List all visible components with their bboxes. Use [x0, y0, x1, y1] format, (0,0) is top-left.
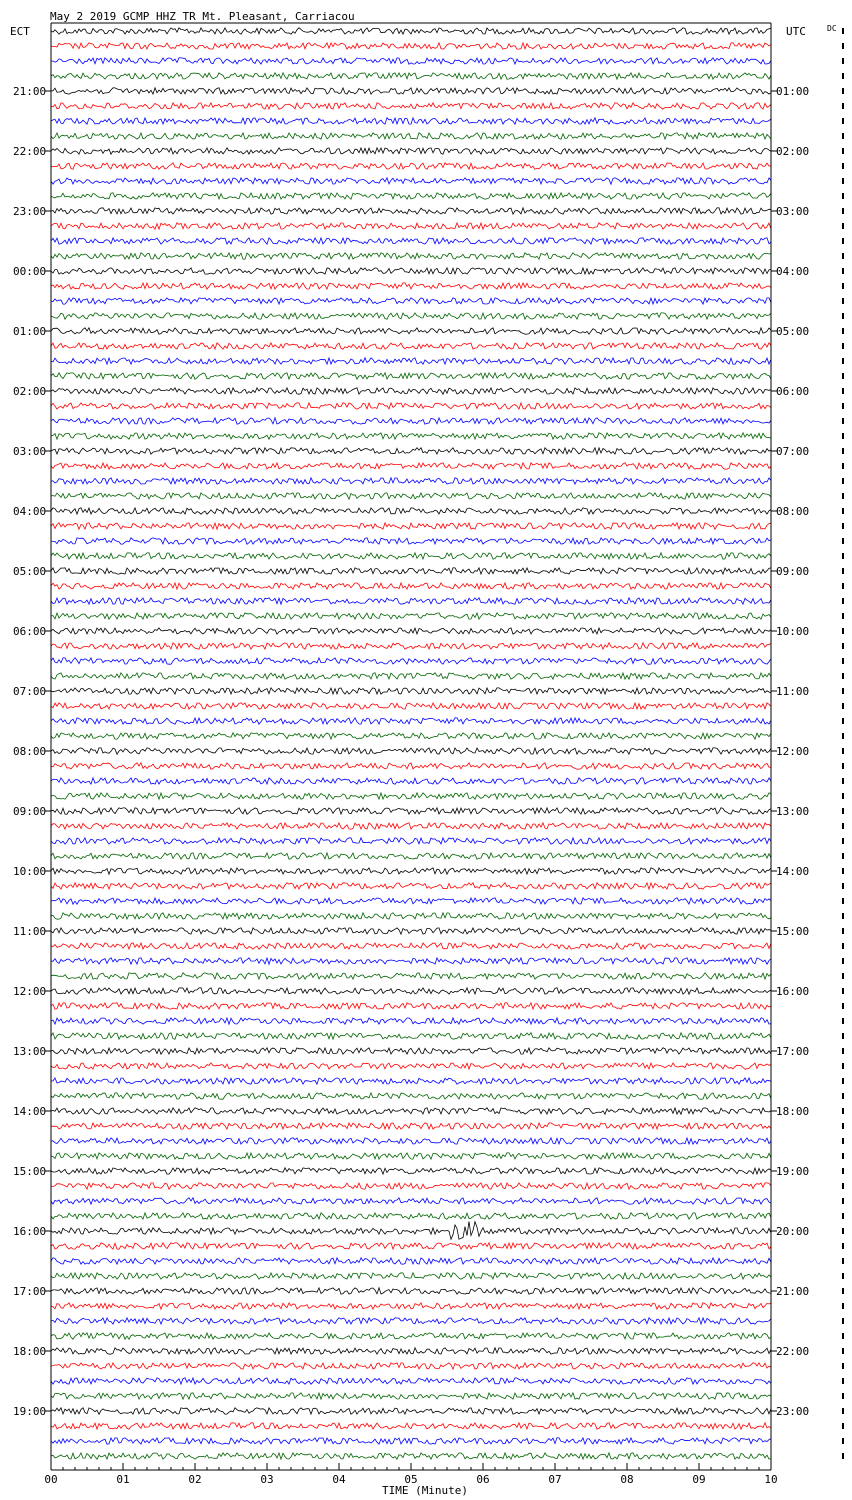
ect-hour-label: 18:00 [13, 1345, 47, 1358]
dc-marker [842, 208, 844, 214]
ect-hour-label: 14:00 [13, 1105, 47, 1118]
dc-marker [842, 1213, 844, 1219]
x-tick-label: 08 [620, 1473, 634, 1486]
dc-marker [842, 1408, 844, 1414]
ect-hour-label: 00:00 [13, 265, 47, 278]
dc-marker [842, 118, 844, 124]
ect-hour-label: 11:00 [13, 925, 47, 938]
dc-marker [842, 718, 844, 724]
ect-hour-label: 08:00 [13, 745, 47, 758]
ect-hour-label: 23:00 [13, 205, 47, 218]
utc-hour-label: 10:00 [776, 625, 810, 638]
x-axis-label: TIME (Minute) [381, 1484, 469, 1497]
trace-line [51, 883, 771, 889]
dc-marker [842, 178, 844, 184]
trace-line [51, 598, 771, 604]
utc-hour-label: 14:00 [776, 865, 810, 878]
dc-marker [842, 298, 844, 304]
trace-line [51, 523, 771, 529]
trace-line [51, 1198, 771, 1204]
utc-hour-label: 21:00 [776, 1285, 810, 1298]
trace-line [51, 973, 771, 979]
trace-line [51, 283, 771, 289]
x-tick-label: 09 [692, 1473, 706, 1486]
dc-marker [842, 1378, 844, 1384]
utc-hour-label: 18:00 [776, 1105, 810, 1118]
dc-marker [842, 403, 844, 409]
trace-line [51, 1183, 771, 1189]
ect-hour-label: 03:00 [13, 445, 47, 458]
trace-line [51, 853, 771, 859]
trace-line [51, 1303, 771, 1309]
dc-marker [842, 673, 844, 679]
dc-marker [842, 898, 844, 904]
trace-line [51, 628, 771, 634]
dc-marker [842, 973, 844, 979]
trace-line [51, 988, 771, 994]
trace-line [51, 928, 771, 934]
trace-line [51, 643, 771, 649]
dc-marker [842, 1003, 844, 1009]
trace-line [51, 223, 771, 229]
trace-line [51, 718, 771, 724]
utc-hour-label: 03:00 [776, 205, 810, 218]
trace-line [51, 1168, 771, 1174]
ect-hour-label: 07:00 [13, 685, 47, 698]
trace-line [51, 838, 771, 844]
trace-line [51, 433, 771, 439]
utc-hour-label: 11:00 [776, 685, 810, 698]
dc-label: DC [827, 24, 837, 33]
trace-line [51, 1333, 771, 1339]
dc-marker [842, 1093, 844, 1099]
dc-marker [842, 148, 844, 154]
dc-marker [842, 1198, 844, 1204]
trace-line [51, 943, 771, 949]
trace-line [51, 1093, 771, 1099]
dc-marker [842, 58, 844, 64]
x-tick-label: 03 [260, 1473, 274, 1486]
trace-line [51, 178, 771, 184]
dc-marker [842, 508, 844, 514]
trace-line [51, 58, 771, 64]
trace-line [51, 1273, 771, 1279]
trace-line [51, 163, 771, 169]
trace-line [51, 268, 771, 274]
dc-marker [842, 283, 844, 289]
trace-line [51, 1108, 771, 1114]
dc-marker [842, 373, 844, 379]
utc-hour-label: 16:00 [776, 985, 810, 998]
dc-marker [842, 583, 844, 589]
dc-marker [842, 1453, 844, 1459]
ect-hour-label: 01:00 [13, 325, 47, 338]
trace-line [51, 1123, 771, 1129]
x-tick-label: 06 [476, 1473, 490, 1486]
chart-title: May 2 2019 GCMP HHZ TR Mt. Pleasant, Carriacou [50, 10, 355, 23]
dc-marker [842, 538, 844, 544]
dc-marker [842, 1303, 844, 1309]
x-tick-label: 00 [44, 1473, 58, 1486]
dc-marker [842, 553, 844, 559]
dc-marker [842, 388, 844, 394]
dc-marker [842, 1318, 844, 1324]
trace-line [51, 913, 771, 919]
dc-marker [842, 328, 844, 334]
dc-marker [842, 1153, 844, 1159]
trace-line [51, 1063, 771, 1069]
dc-marker [842, 478, 844, 484]
trace-line [51, 868, 771, 874]
trace-line [51, 1048, 771, 1054]
ect-hour-label: 16:00 [13, 1225, 47, 1238]
trace-line [51, 1438, 771, 1444]
trace-line [51, 688, 771, 694]
dc-marker [842, 433, 844, 439]
dc-marker [842, 1288, 844, 1294]
ect-hour-label: 09:00 [13, 805, 47, 818]
trace-line [51, 1408, 771, 1414]
dc-marker [842, 193, 844, 199]
ect-hour-label: 05:00 [13, 565, 47, 578]
trace-line [51, 1221, 771, 1239]
trace-line [51, 1318, 771, 1324]
utc-hour-label: 12:00 [776, 745, 810, 758]
utc-hour-label: 01:00 [776, 85, 810, 98]
dc-marker [842, 688, 844, 694]
ect-hour-label: 13:00 [13, 1045, 47, 1058]
dc-marker [842, 1258, 844, 1264]
dc-marker [842, 28, 844, 34]
trace-line [51, 373, 771, 379]
ect-hour-label: 15:00 [13, 1165, 47, 1178]
trace-line [51, 1018, 771, 1024]
dc-marker [842, 643, 844, 649]
trace-line [51, 448, 771, 454]
dc-marker [842, 1348, 844, 1354]
trace-line [51, 958, 771, 964]
dc-marker [842, 763, 844, 769]
utc-hour-label: 09:00 [776, 565, 810, 578]
trace-line [51, 568, 771, 574]
trace-line [51, 1423, 771, 1429]
trace-line [51, 43, 771, 49]
dc-marker [842, 958, 844, 964]
utc-hour-label: 19:00 [776, 1165, 810, 1178]
trace-line [51, 88, 771, 94]
trace-line [51, 463, 771, 469]
trace-line [51, 733, 771, 739]
trace-line [51, 778, 771, 784]
trace-line [51, 193, 771, 199]
utc-hour-label: 13:00 [776, 805, 810, 818]
dc-marker [842, 523, 844, 529]
utc-hour-label: 23:00 [776, 1405, 810, 1418]
dc-marker [842, 73, 844, 79]
dc-marker [842, 733, 844, 739]
trace-line [51, 1138, 771, 1144]
dc-marker [842, 1018, 844, 1024]
trace-line [51, 1213, 771, 1219]
dc-marker [842, 448, 844, 454]
trace-line [51, 103, 771, 109]
dc-marker [842, 943, 844, 949]
dc-marker [842, 1063, 844, 1069]
trace-line [51, 118, 771, 124]
utc-hour-label: 06:00 [776, 385, 810, 398]
ect-hour-labels [13, 85, 51, 1418]
dc-marker [842, 163, 844, 169]
trace-line [51, 313, 771, 319]
dc-marker [842, 313, 844, 319]
trace-line [51, 343, 771, 349]
trace-line [51, 508, 771, 514]
utc-hour-label: 02:00 [776, 145, 810, 158]
dc-marker [842, 793, 844, 799]
dc-marker [842, 1438, 844, 1444]
right-axis-label: UTC [786, 25, 806, 38]
ect-hour-label: 10:00 [13, 865, 47, 878]
dc-marker [842, 1168, 844, 1174]
trace-line [51, 613, 771, 619]
dc-marker [842, 1273, 844, 1279]
dc-marker [842, 838, 844, 844]
trace-line [51, 1363, 771, 1369]
trace-line [51, 403, 771, 409]
trace-line [51, 388, 771, 394]
ect-hour-label: 19:00 [13, 1405, 47, 1418]
trace-line [51, 823, 771, 829]
utc-hour-label: 15:00 [776, 925, 810, 938]
ect-hour-label: 04:00 [13, 505, 47, 518]
dc-marker [842, 343, 844, 349]
dc-marker [842, 613, 844, 619]
trace-line [51, 148, 771, 154]
trace-line [51, 1003, 771, 1009]
trace-line [51, 1243, 771, 1249]
utc-hour-label: 04:00 [776, 265, 810, 278]
ect-hour-label: 22:00 [13, 145, 47, 158]
dc-marker [842, 1183, 844, 1189]
dc-marker [842, 1048, 844, 1054]
ect-hour-label: 17:00 [13, 1285, 47, 1298]
trace-line [51, 358, 771, 364]
trace-line [51, 1033, 771, 1039]
dc-marker [842, 598, 844, 604]
utc-hour-label: 07:00 [776, 445, 810, 458]
trace-line [51, 298, 771, 304]
dc-marker [842, 238, 844, 244]
dc-marker [842, 223, 844, 229]
utc-hour-label: 20:00 [776, 1225, 810, 1238]
dc-marker [842, 883, 844, 889]
utc-hour-labels [771, 85, 809, 1418]
trace-line [51, 673, 771, 679]
trace-line [51, 133, 771, 139]
trace-line [51, 73, 771, 79]
trace-line [51, 493, 771, 499]
trace-line [51, 328, 771, 334]
dc-marker [842, 913, 844, 919]
dc-marker [842, 748, 844, 754]
dc-marker [842, 493, 844, 499]
trace-line [51, 418, 771, 424]
dc-marker [842, 1333, 844, 1339]
trace-line [51, 658, 771, 664]
trace-line [51, 28, 771, 34]
trace-group [51, 28, 771, 1459]
x-tick-label: 02 [188, 1473, 202, 1486]
trace-line [51, 1393, 771, 1399]
utc-hour-label: 05:00 [776, 325, 810, 338]
dc-marker [842, 358, 844, 364]
trace-line [51, 1153, 771, 1159]
dc-marker [842, 1033, 844, 1039]
trace-line [51, 583, 771, 589]
dc-marker [842, 823, 844, 829]
dc-marker [842, 43, 844, 49]
trace-line [51, 703, 771, 709]
trace-line [51, 208, 771, 214]
x-tick-label: 05 [404, 1473, 418, 1486]
trace-line [51, 898, 771, 904]
trace-line [51, 793, 771, 799]
dc-marker [842, 868, 844, 874]
dc-marker [842, 1393, 844, 1399]
x-tick-label: 04 [332, 1473, 346, 1486]
ect-hour-label: 02:00 [13, 385, 47, 398]
dc-markers [842, 28, 844, 1459]
dc-marker [842, 1123, 844, 1129]
trace-line [51, 238, 771, 244]
dc-marker [842, 253, 844, 259]
trace-line [51, 1348, 771, 1354]
dc-marker [842, 1078, 844, 1084]
dc-marker [842, 703, 844, 709]
utc-hour-label: 08:00 [776, 505, 810, 518]
dc-marker [842, 133, 844, 139]
dc-marker [842, 568, 844, 574]
dc-marker [842, 1228, 844, 1234]
left-axis-label: ECT [10, 25, 30, 38]
x-tick-label: 07 [548, 1473, 562, 1486]
utc-hour-label: 17:00 [776, 1045, 810, 1058]
utc-hour-label: 22:00 [776, 1345, 810, 1358]
trace-line [51, 748, 771, 754]
dc-marker [842, 808, 844, 814]
x-tick-label: 10 [764, 1473, 778, 1486]
dc-marker [842, 88, 844, 94]
ect-hour-label: 21:00 [13, 85, 47, 98]
dc-marker [842, 463, 844, 469]
dc-marker [842, 1423, 844, 1429]
dc-marker [842, 268, 844, 274]
ect-hour-label: 06:00 [13, 625, 47, 638]
trace-line [51, 538, 771, 544]
dc-marker [842, 418, 844, 424]
trace-line [51, 1378, 771, 1384]
dc-marker [842, 988, 844, 994]
dc-marker [842, 1108, 844, 1114]
trace-line [51, 1288, 771, 1294]
trace-line [51, 1078, 771, 1084]
dc-marker [842, 628, 844, 634]
dc-marker [842, 853, 844, 859]
trace-line [51, 478, 771, 484]
trace-line [51, 1258, 771, 1264]
trace-line [51, 763, 771, 769]
dc-marker [842, 1243, 844, 1249]
dc-marker [842, 1363, 844, 1369]
dc-marker [842, 778, 844, 784]
ect-hour-label: 12:00 [13, 985, 47, 998]
trace-line [51, 553, 771, 559]
x-tick-label: 01 [116, 1473, 130, 1486]
dc-marker [842, 1138, 844, 1144]
dc-marker [842, 658, 844, 664]
trace-line [51, 1453, 771, 1459]
dc-marker [842, 928, 844, 934]
trace-line [51, 253, 771, 259]
dc-marker [842, 103, 844, 109]
trace-line [51, 808, 771, 814]
